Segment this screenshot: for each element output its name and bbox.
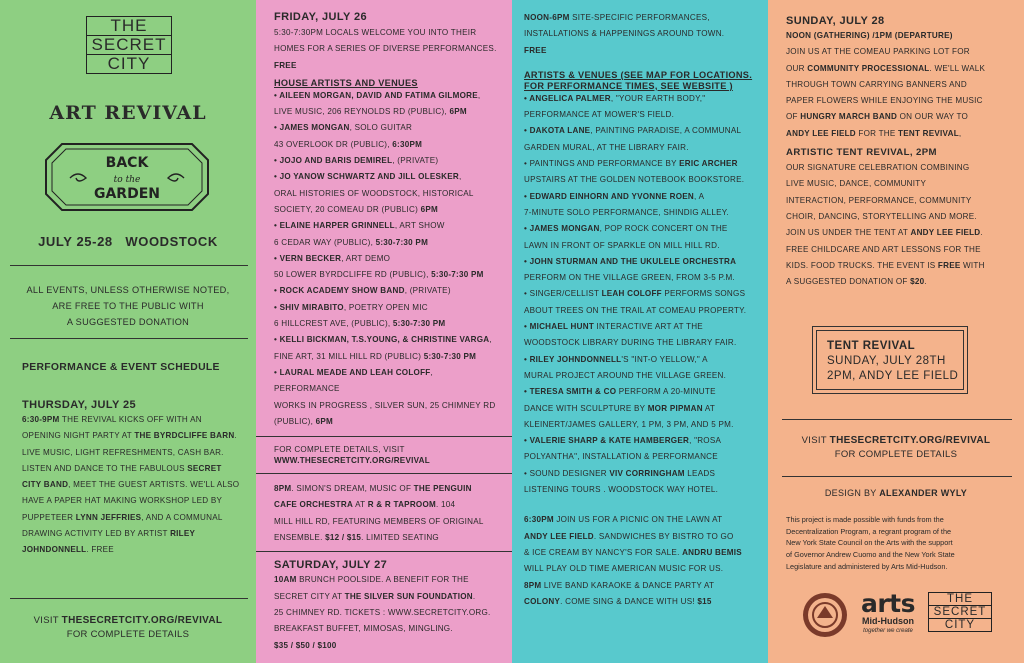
c1-visit-link: VISIT THESECRETCITY.ORG/REVIVAL FOR COMPLETE DETAILS <box>33 615 223 640</box>
artist-item-line: • JAMES MONGAN, POP ROCK CONCERT ON THE <box>524 224 728 234</box>
tent-revival-line: FREE CHILDCARE AND ART LESSONS FOR THE <box>786 244 981 254</box>
badge-line-to-the: to the <box>113 175 141 185</box>
artist-item-line: • ANGELICA PALMER, "YOUR EARTH BODY," <box>524 93 706 103</box>
tent-revival-line: A SUGGESTED DONATION OF $20. <box>786 277 927 287</box>
tent-revival-line: INTERACTION, PERFORMANCE, COMMUNITY <box>786 195 972 205</box>
artist-item-line: • VALERIE SHARP & KATE HAMBERGER, "ROSA <box>524 436 722 446</box>
thursday-line: JOHNDONNELL. FREE <box>22 545 114 555</box>
divider <box>10 265 248 266</box>
arts-mid-hudson-logo: arts Mid-Hudson together we create <box>860 589 916 634</box>
badge-line-garden: GARDEN <box>93 186 161 202</box>
artists-heading: ARTISTS & VENUES (SEE MAP FOR LOCATIONS. FOR PERFORMANCE TIMES, SEE WEBSITE ) <box>524 69 753 91</box>
saturday-noon-line: FREE <box>524 45 547 55</box>
divider <box>256 473 512 474</box>
thursday-lines <box>22 412 250 559</box>
house-item-line: • JO YANOW SCHWARTZ AND JILL OLESKER, <box>274 172 462 182</box>
secret-city-logo-small: THE SECRET CITY <box>928 592 992 632</box>
artists-list <box>524 91 756 498</box>
artist-item-line: PERFORMANCE AT MOWER'S FIELD. <box>524 110 675 120</box>
artist-item-line: • EDWARD EINHORN AND YVONNE ROEN, A <box>524 191 705 201</box>
column-friday <box>256 0 512 663</box>
house-item-line: 6 CEDAR WAY (PUBLIC), 5:30-7:30 PM <box>274 237 429 247</box>
divider <box>10 598 248 599</box>
friday-evening <box>274 481 500 546</box>
friday-evening-line: CAFE ORCHESTRA AT R & R TAPROOM. 104 <box>274 500 456 510</box>
thursday-line: DRAWING ACTIVITY LED BY ARTIST RILEY <box>22 529 196 539</box>
tent-revival-line: KIDS. FOOD TRUCKS. THE EVENT IS FREE WITH <box>786 260 985 270</box>
divider <box>256 551 512 552</box>
artist-item-line: GARDEN MURAL, AT THE LIBRARY FAIR. <box>524 142 689 152</box>
saturday-evening-line: ANDY LEE FIELD. SANDWICHES BY BISTRO TO GO <box>524 531 734 541</box>
saturday-evening-line: COLONY. COME SING & DANCE WITH US! $15 <box>524 596 712 606</box>
sunday-line: JOIN US AT THE COMEAU PARKING LOT FOR <box>786 47 970 57</box>
house-item-line: • AILEEN MORGAN, DAVID AND FATIMA GILMORE, <box>274 90 481 100</box>
back-to-the-garden-badge <box>42 140 212 214</box>
house-item-line: 50 LOWER BYRDCLIFFE RD (PUBLIC), 5:30-7:30 PM <box>274 270 484 280</box>
thursday-block <box>22 398 250 559</box>
house-item-line: • KELLI BICKMAN, T.S.YOUNG, & CHRISTINE VARGA, <box>274 335 492 345</box>
column-saturday <box>512 0 768 663</box>
house-item-line: • SHIV MIRABITO, POETRY OPEN MIC <box>274 302 428 312</box>
tent-revival-line: JOIN US UNDER THE TENT AT ANDY LEE FIELD. <box>786 228 983 238</box>
saturday-evening-line: 6:30PM JOIN US FOR A PICNIC ON THE LAWN AT <box>524 515 723 525</box>
thursday-line: OPENING NIGHT PARTY AT THE BYRDCLIFFE BARN. <box>22 431 237 441</box>
art-revival-title: ART REVIVAL <box>49 102 207 124</box>
friday-evening-line: MILL HILL RD, FEATURING MEMBERS OF ORIGINAL <box>274 516 484 526</box>
artist-item-line: UPSTAIRS AT THE GOLDEN NOTEBOOK BOOKSTORE. <box>524 175 745 185</box>
swirl-right-icon <box>168 174 184 181</box>
artist-item-line: LISTENING TOURS . WOODSTOCK WAY HOTEL. <box>524 485 719 495</box>
thursday-line: LIVE MUSIC, LIGHT REFRESHMENTS, CASH BAR. <box>22 447 224 457</box>
house-item-line: LIVE MUSIC, 206 REYNOLDS RD (PUBLIC), 6PM <box>274 107 467 117</box>
free-note: ALL EVENTS, UNLESS OTHERWISE NOTED, ARE FREE TO THE PUBLIC WITH A SUGGESTED DONATION <box>26 285 230 327</box>
thursday-line: PUPPETEER LYNN JEFFRIES, AND A COMMUNAL <box>22 512 223 522</box>
artist-item-line: • JOHN STURMAN AND THE UKULELE ORCHESTRA <box>524 256 737 266</box>
column-intro <box>0 0 256 663</box>
thursday-line: CITY BAND, MEET THE GUEST ARTISTS. WE'LL ALSO <box>22 480 240 490</box>
saturday-noon-line: NOON-6PM SITE-SPECIFIC PERFORMANCES, <box>524 13 710 22</box>
sunday-title: SUNDAY, JULY 28 <box>786 15 885 27</box>
sunday-line: OF HUNGRY MARCH BAND ON OUR WAY TO <box>786 112 969 122</box>
artist-item-line: • RILEY JOHNDONNELL'S "INT-O YELLOW," A <box>524 354 708 364</box>
saturday-evening-line: WILL PLAY OLD TIME AMERICAN MUSIC FOR US. <box>524 564 724 574</box>
artist-item-line: • PAINTINGS AND PERFORMANCE BY ERIC ARCHER <box>524 159 738 169</box>
friday-intro: 5:30-7:30PM LOCALS WELCOME YOU INTO THEIR HOMES FOR A SERIES OF DIVERSE PERFORMANCES. FREE <box>274 28 497 70</box>
swirl-left-icon <box>70 174 86 181</box>
saturday-line: 25 CHIMNEY RD. TICKETS : WWW.SECRETCITY.ORG. <box>274 607 491 617</box>
artist-item-line: • MICHAEL HUNT INTERACTIVE ART AT THE <box>524 322 703 332</box>
house-item-line: SOCIETY, 20 COMEAU DR (PUBLIC) 6PM <box>274 204 438 214</box>
house-item-line: • VERN BECKER, ART DEMO <box>274 253 391 263</box>
tent-revival-heading: ARTISTIC TENT REVIVAL, 2PM <box>786 147 937 159</box>
house-item-line: • JOJO AND BARIS DEMIREL, (PRIVATE) <box>274 156 439 166</box>
artist-item-line: ABOUT TREES ON THE TRAIL AT COMEAU PROPERTY. <box>524 305 747 315</box>
sunday-line: ANDY LEE FIELD FOR THE TENT REVIVAL, <box>786 128 962 138</box>
friday-details: FOR COMPLETE DETAILS, VISIT WWW.THESECRETCITY.ORG/REVIVAL <box>274 445 430 466</box>
house-item-line: (PUBLIC), 6PM <box>274 416 334 426</box>
funding-note: This project is made possible with funds from the Decentralization Program, a regrant program of the New York State Council on the Arts with the support of Governor Andrew Cuomo and the New York State Legislature and administered by Arts Mid-Hudson. <box>786 515 955 571</box>
friday-evening-line: 8PM. SIMON'S DREAM, MUSIC OF THE PENGUIN <box>274 484 472 494</box>
artist-item-line: LAWN IN FRONT OF SPARKLE ON MILL HILL RD. <box>524 240 720 250</box>
schedule-heading: PERFORMANCE & EVENT SCHEDULE <box>22 362 220 373</box>
house-item-line: FINE ART, 31 MILL HILL RD (PUBLIC) 5:30-7:30 PM <box>274 351 477 361</box>
house-item-line: • ROCK ACADEMY SHOW BAND, (PRIVATE) <box>274 286 451 296</box>
artist-item-line: • DAKOTA LANE, PAINTING PARADISE, A COMMUNAL <box>524 126 742 136</box>
house-item-line: • LAURAL MEADE AND LEAH COLOFF, PERFORMANCE <box>274 367 433 394</box>
tent-revival-box: TENT REVIVAL SUNDAY, JULY 28TH 2PM, ANDY LEE FIELD <box>812 326 968 394</box>
thursday-line: LISTEN AND DANCE TO THE FABULOUS SECRET <box>22 463 222 473</box>
artist-item-line: DANCE WITH SCULPTURE BY MOR PIPMAN AT <box>524 403 716 413</box>
saturday-evening <box>524 512 756 610</box>
design-credit: DESIGN BY ALEXANDER WYLY <box>824 488 968 498</box>
saturday-line: BREAKFAST BUFFET, MIMOSAS, MINGLING. <box>274 624 453 634</box>
divider <box>782 476 1012 477</box>
house-item-line: WORKS IN PROGRESS , SILVER SUN, 25 CHIMNEY RD <box>274 400 496 410</box>
house-item-line: • ELAINE HARPER GRINNELL, ART SHOW <box>274 221 445 231</box>
saturday-line: 10AM BRUNCH POOLSIDE. A BENEFIT FOR THE <box>274 575 469 585</box>
house-list <box>274 88 500 430</box>
artist-item-line: POLYANTHA", INSTALLATION & PERFORMANCE <box>524 452 718 462</box>
c4-visit-link: VISIT THESECRETCITY.ORG/REVIVAL FOR COMPLETE DETAILS <box>801 435 991 460</box>
thursday-line: 6:30-9PM THE REVIVAL KICKS OFF WITH AN <box>22 415 202 424</box>
sunday-lines <box>786 28 1012 142</box>
divider <box>782 419 1012 420</box>
badge-line-back: BACK <box>105 155 149 171</box>
house-item-line: 43 OVERLOOK DR (PUBLIC), 6:30PM <box>274 139 423 149</box>
artist-item-line: • SINGER/CELLIST LEAH COLOFF PERFORMS SONGS <box>524 289 746 299</box>
tent-revival-lines <box>786 160 1012 290</box>
saturday-line: $35 / $50 / $100 <box>274 640 337 650</box>
house-item-line: 6 HILLCREST AVE, (PUBLIC), 5:30-7:30 PM <box>274 319 446 329</box>
tent-revival-line: CHOIR, DANCING, STORYTELLING AND MORE. <box>786 211 977 221</box>
saturday-lines <box>274 572 500 653</box>
house-item-line: • JAMES MONGAN, SOLO GUITAR <box>274 123 413 133</box>
column-sunday <box>768 0 1024 663</box>
house-item-line: ORAL HISTORIES OF WOODSTOCK, HISTORICAL <box>274 188 474 198</box>
artist-item-line: PERFORM ON THE VILLAGE GREEN, FROM 3-5 P.M. <box>524 273 736 283</box>
saturday-noon <box>524 10 756 59</box>
artist-item-line: 7-MINUTE SOLO PERFORMANCE, SHINDIG ALLEY. <box>524 207 729 217</box>
thursday-title: THURSDAY, JULY 25 <box>22 399 136 411</box>
state-seal-logo <box>802 592 848 638</box>
saturday-evening-line: & ICE CREAM BY NANCY'S FOR SALE. ANDRU BEMIS <box>524 547 742 557</box>
sunday-line: PAPER FLOWERS WHILE ENJOYING THE MUSIC <box>786 96 983 106</box>
artist-item-line: MURAL PROJECT AROUND THE VILLAGE GREEN. <box>524 370 727 380</box>
friday-details-link[interactable]: WWW.THESECRETCITY.ORG/REVIVAL <box>274 456 430 466</box>
artist-item-line: WOODSTOCK LIBRARY DURING THE LIBRARY FAIR. <box>524 338 737 348</box>
thursday-line: HAVE A PAPER HAT MAKING WORKSHOP LED BY <box>22 496 223 506</box>
site-url-link[interactable]: THESECRETCITY.ORG/REVIVAL <box>61 615 223 626</box>
sunday-line: OUR COMMUNITY PROCESSIONAL. WE'LL WALK <box>786 63 986 73</box>
secret-city-logo: THE SECRET CITY <box>86 16 172 74</box>
saturday-line: SECRET CITY AT THE SILVER SUN FOUNDATION. <box>274 591 476 601</box>
friday-title: FRIDAY, JULY 26 <box>274 11 368 23</box>
friday-evening-line: ENSEMBLE. $12 / $15. LIMITED SEATING <box>274 533 439 543</box>
tent-revival-line: OUR SIGNATURE CELEBRATION COMBINING <box>786 163 970 173</box>
sunday-line: THROUGH TOWN CARRYING BANNERS AND <box>786 79 967 89</box>
divider <box>256 436 512 437</box>
saturday-evening-line: 8PM LIVE BAND KARAOKE & DANCE PARTY AT <box>524 580 715 590</box>
artist-item-line: • SOUND DESIGNER VIV CORRINGHAM LEADS <box>524 468 716 478</box>
saturday-title: SATURDAY, JULY 27 <box>274 559 388 572</box>
tent-revival-line: LIVE MUSIC, DANCE, COMMUNITY <box>786 179 927 189</box>
sunday-line: NOON (GATHERING) /1PM (DEPARTURE) <box>786 31 953 40</box>
house-heading: HOUSE ARTISTS AND VENUES <box>274 77 418 88</box>
saturday-noon-line: INSTALLATIONS & HAPPENINGS AROUND TOWN. <box>524 29 725 39</box>
divider <box>10 338 248 339</box>
artist-item-line: KLEINERT/JAMES GALLERY, 1 PM, 3 PM, AND 5 PM. <box>524 419 734 429</box>
artist-item-line: • TERESA SMITH & CO PERFORM A 20-MINUTE <box>524 387 716 397</box>
dates-location: JULY 25-28 WOODSTOCK <box>38 234 218 249</box>
site-url-link[interactable]: THESECRETCITY.ORG/REVIVAL <box>829 435 991 446</box>
